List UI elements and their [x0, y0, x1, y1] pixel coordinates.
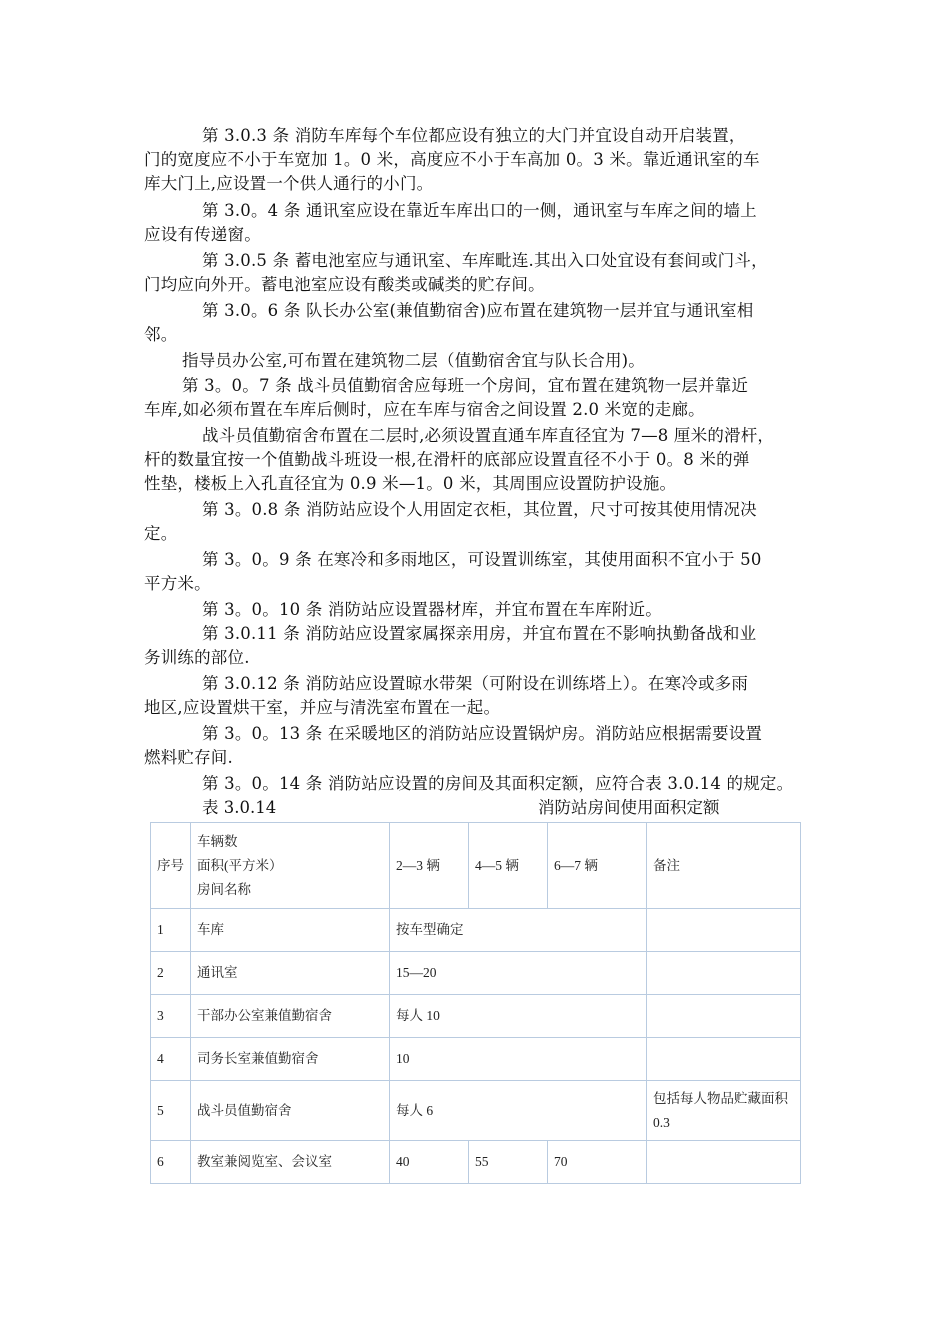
row-note [647, 952, 801, 995]
table-header-row [151, 823, 801, 909]
row-seq: 5 [151, 1081, 191, 1141]
text-line: 第 3。0。10 条 消防站应设置器材库，并宜布置在车库附近。 [202, 600, 662, 619]
header-2-3-vehicles: 2—3 辆 [390, 823, 469, 909]
clause-3-0-9 [144, 548, 814, 596]
row-room-name: 车库 [191, 909, 390, 952]
header-diagonal-cell [191, 823, 390, 909]
row-room-name: 通讯室 [191, 952, 390, 995]
row-room-name: 战斗员值勤宿舍 [191, 1081, 390, 1141]
table-row [151, 909, 801, 952]
row-area: 每人 6 [390, 1081, 647, 1141]
row-note: 包括每人物品贮藏面积 0.3 [647, 1081, 801, 1141]
text-line: 战斗员值勤宿舍布置在二层时,必须设置直通车库直径宜为 7—8 厘米的滑杆， [202, 426, 775, 445]
header-note: 备注 [647, 823, 801, 909]
row-room-name: 干部办公室兼值勤宿舍 [191, 995, 390, 1038]
row-area: 每人 10 [390, 995, 647, 1038]
text-line: 第 3。0。14 条 消防站应设置的房间及其面积定额，应符合表 3.0.14 的规定。 [202, 774, 794, 793]
text-line: 库大门上,应设置一个供人通行的小门。 [144, 174, 434, 193]
row-area-6-7: 70 [548, 1141, 647, 1184]
row-area-2-3: 40 [390, 1141, 469, 1184]
text-line: 车库,如必须布置在车库后侧时，应在车库与宿舍之间设置 2.0 米宽的走廊。 [144, 400, 705, 419]
text-line: 第 3.0。6 条 队长办公室(兼值勤宿舍)应布置在建筑物一层并宜与通讯室相 [202, 301, 754, 320]
row-room-name: 司务长室兼值勤宿舍 [191, 1038, 390, 1081]
text-line: 第 3.0.12 条 消防站应设置晾水带架（可附设在训练塔上）。在寒冷或多雨 [202, 674, 749, 693]
text-line: 地区,应设置烘干室，并应与清洗室布置在一起。 [144, 698, 501, 717]
text-line: 定。 [144, 524, 178, 543]
text-line: 第 3。0。9 条 在寒冷和多雨地区，可设置训练室，其使用面积不宜小于 50 [202, 550, 762, 569]
header-room-name: 房间名称 [197, 881, 251, 897]
text-line: 杆的数量宜按一个值勤战斗班设一根,在滑杆的底部应设置直径不小于 0。8 米的弹 [144, 450, 750, 469]
clause-3-0-6 [144, 299, 814, 347]
text-line: 第 3。0.8 条 消防站应设个人用固定衣柜，其位置，尺寸可按其使用情况决 [202, 500, 757, 519]
clause-3-0-10 [144, 598, 814, 622]
text-line: 第 3。0。13 条 在采暖地区的消防站应设置锅炉房。消防站应根据需要设置 [202, 724, 763, 743]
clause-3-0-3 [144, 124, 814, 196]
row-seq: 2 [151, 952, 191, 995]
text-line: 门的宽度应不小于车宽加 1。0 米，高度应不小于车高加 0。3 米。靠近通讯室的车 [144, 150, 760, 169]
header-4-5-vehicles: 4—5 辆 [469, 823, 548, 909]
text-line: 指导员办公室,可布置在建筑物二层（值勤宿舍宜与队长合用)。 [182, 351, 645, 370]
text-line: 务训练的部位. [144, 648, 250, 667]
text-line: 门均应向外开。蓄电池室应设有酸类或碱类的贮存间。 [144, 275, 545, 294]
row-note [647, 1038, 801, 1081]
text-line: 燃料贮存间. [144, 748, 233, 767]
clause-3-0-7 [144, 374, 814, 422]
clause-3-0-11 [144, 622, 814, 670]
row-area: 10 [390, 1038, 647, 1081]
header-vehicle-count: 车辆数 [197, 833, 238, 849]
text-line: 性垫，楼板上入孔直径宜为 0.9 米—1。0 米，其周围应设置防护设施。 [144, 474, 677, 493]
table-row [151, 995, 801, 1038]
header-6-7-vehicles: 6—7 辆 [548, 823, 647, 909]
table-row [151, 1038, 801, 1081]
table-row [151, 1081, 801, 1141]
text-line: 应设有传递窗。 [144, 225, 261, 244]
room-area-table [150, 822, 801, 1184]
row-room-name: 教室兼阅览室、会议室 [191, 1141, 390, 1184]
row-seq: 1 [151, 909, 191, 952]
clause-3-0-13 [144, 722, 814, 770]
text-line: 第 3.0.11 条 消防站应设置家属探亲用房，并宜布置在不影响执勤备战和业 [202, 624, 757, 643]
text-line: 第 3。0。7 条 战斗员值勤宿舍应每班一个房间，宜布置在建筑物一层并靠近 [182, 376, 749, 395]
text-line: 第 3.0.3 条 消防车库每个车位都应设有独立的大门并宜设自动开启装置， [202, 126, 746, 145]
table-number: 表 3.0.14 [202, 798, 277, 817]
row-area-4-5: 55 [469, 1141, 548, 1184]
row-note [647, 995, 801, 1038]
clause-3-0-8 [144, 498, 814, 546]
fighter-dorm-paragraph [144, 424, 814, 496]
clause-3-0-4 [144, 199, 814, 247]
row-area: 按车型确定 [390, 909, 647, 952]
clause-3-0-12 [144, 672, 814, 720]
table-row [151, 952, 801, 995]
row-seq: 6 [151, 1141, 191, 1184]
header-area-unit: 面积(平方米） [197, 857, 283, 873]
header-seq: 序号 [151, 823, 191, 909]
instructor-office-paragraph [144, 349, 814, 373]
row-note [647, 909, 801, 952]
text-line: 平方米。 [144, 574, 211, 593]
row-area: 15—20 [390, 952, 647, 995]
table-row [151, 1141, 801, 1184]
clause-3-0-5 [144, 249, 814, 297]
text-line: 邻。 [144, 325, 178, 344]
row-seq: 3 [151, 995, 191, 1038]
clause-3-0-14 [144, 772, 814, 796]
text-line: 第 3.0.5 条 蓄电池室应与通讯室、车库毗连.其出入口处宜设有套间或门斗， [202, 251, 768, 270]
table-title: 消防站房间使用面积定额 [538, 798, 720, 817]
row-note [647, 1141, 801, 1184]
text-line: 第 3.0。4 条 通讯室应设在靠近车库出口的一侧，通讯室与车库之间的墙上 [202, 201, 757, 220]
row-seq: 4 [151, 1038, 191, 1081]
